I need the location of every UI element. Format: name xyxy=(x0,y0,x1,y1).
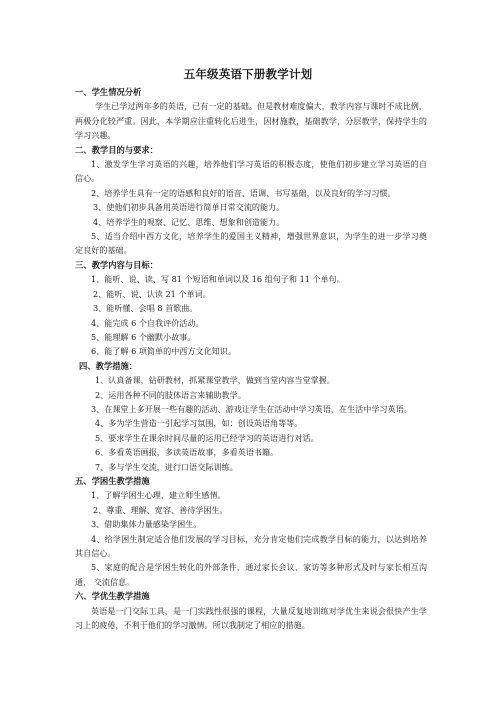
document-body xyxy=(75,85,427,632)
measure-item-5: 5、要求学生在课余时间尽量的运用已经学习的英语进行对话。 xyxy=(95,432,319,443)
measure-item-7: 7、多与学生交流，进行口语交际训练。 xyxy=(95,461,238,472)
section-heading-advanced-students: 六、学优生教学措施 xyxy=(75,591,150,602)
measure-item-4: 4、多为学生营造一引起学习氛围，如：创设英语角等等。 xyxy=(95,418,303,429)
goal-item-5: 5、适当介绍中西方文化，培养学生的爱国主义精神，增强世界意识，为学生的进一步学习奠定良好的基础。 xyxy=(75,231,427,256)
section-heading-measures: 四、教学措施： xyxy=(79,360,138,371)
measure-item-1: 1、认真备课，钻研教材，抓紧课堂教学，做到当堂内容当堂掌握。 xyxy=(95,375,335,386)
content-item-4: 4、能完成 6 个自我评价活动。 xyxy=(91,317,204,328)
struggling-item-3: 3、借助集体力量感染学困生。 xyxy=(91,519,202,530)
struggling-item-1: 1、了解学困生心理，建立师生感情。 xyxy=(91,490,226,501)
goal-item-2: 2、培养学生具有一定的语感和良好的语音、语调、书写基础，以及良好的学习习惯。 xyxy=(91,187,396,198)
paragraph-student-analysis: 学生已学过两年多的英语，已有一定的基础。但是教材难度偏大，教学内容与课时不成比例，两极分化较严重。因此，本学期应注重转化后进生，因材施教，基础教学，分层教学，保持学生的学习兴趣。 xyxy=(75,101,427,141)
section-heading-student-analysis: 一、学生情况分析 xyxy=(75,87,142,97)
content-item-2: 2、能听、说、认读 21 个单词。 xyxy=(93,288,211,299)
section-heading-goals: 二、教学目的与要求： xyxy=(75,144,158,155)
measure-item-2: 2、运用各种不同的肢体语言来辅助教学。 xyxy=(95,389,246,400)
goal-item-1: 1、激发学生学习英语的兴趣，培养他们学习英语的积极态度，使他们初步建立学习英语的自信心。 xyxy=(75,159,427,184)
section-heading-struggling-students: 五、学困生教学措施 xyxy=(75,475,150,486)
document-title: 五年级英语下册教学计划 xyxy=(183,67,313,81)
struggling-item-5: 5、家庭的配合是学困生转化的外部条件，通过家长会议、家访等多种形式及时与家长相互沟通， 交流信息。 xyxy=(75,562,427,587)
goal-item-3: 3、使他们初步具备用英语进行简单日常交流的能力。 xyxy=(93,202,285,213)
goal-item-4: 4、培养学生的观察、记忆、思维、想象和创造能力。 xyxy=(93,216,285,227)
measure-item-6: 6、多看英语画报，多读英语故事，多看英语书籍。 xyxy=(95,447,279,458)
struggling-item-2: 2、尊重、理解、宽容、善待学困生。 xyxy=(93,504,228,515)
content-item-3: 3、能听懂、会唱 8 首歌曲。 xyxy=(93,303,198,314)
paragraph-advanced-students: 英语是一门交际工具，是一门实践性很强的课程，大量反复地训练对学优生来说会很快产生学习上的疲倦，不利于他们的学习激情。所以我制定了相应的措施。 xyxy=(75,605,427,631)
struggling-item-4: 4、给学困生制定适合他们发展的学习目标，充分肯定他们完成教学目标的能力，以达到培养其自信心。 xyxy=(75,533,427,558)
section-heading-content: 三、教学内容与目标： xyxy=(75,259,158,270)
content-item-5: 5、能理解 6 个幽默小故事。 xyxy=(91,331,196,342)
measure-item-3: 3、在课堂上多开展一些有趣的活动、游戏让学生在活动中学习英语，在生活中学习英语。 xyxy=(91,403,412,414)
content-item-1: 1、能听、说、读、写 81 个短语和单词以及 16 组句子和 11 个单句。 xyxy=(91,274,345,285)
content-item-6: 6、能了解 6 项简单的中西方文化知识。 xyxy=(91,346,236,357)
